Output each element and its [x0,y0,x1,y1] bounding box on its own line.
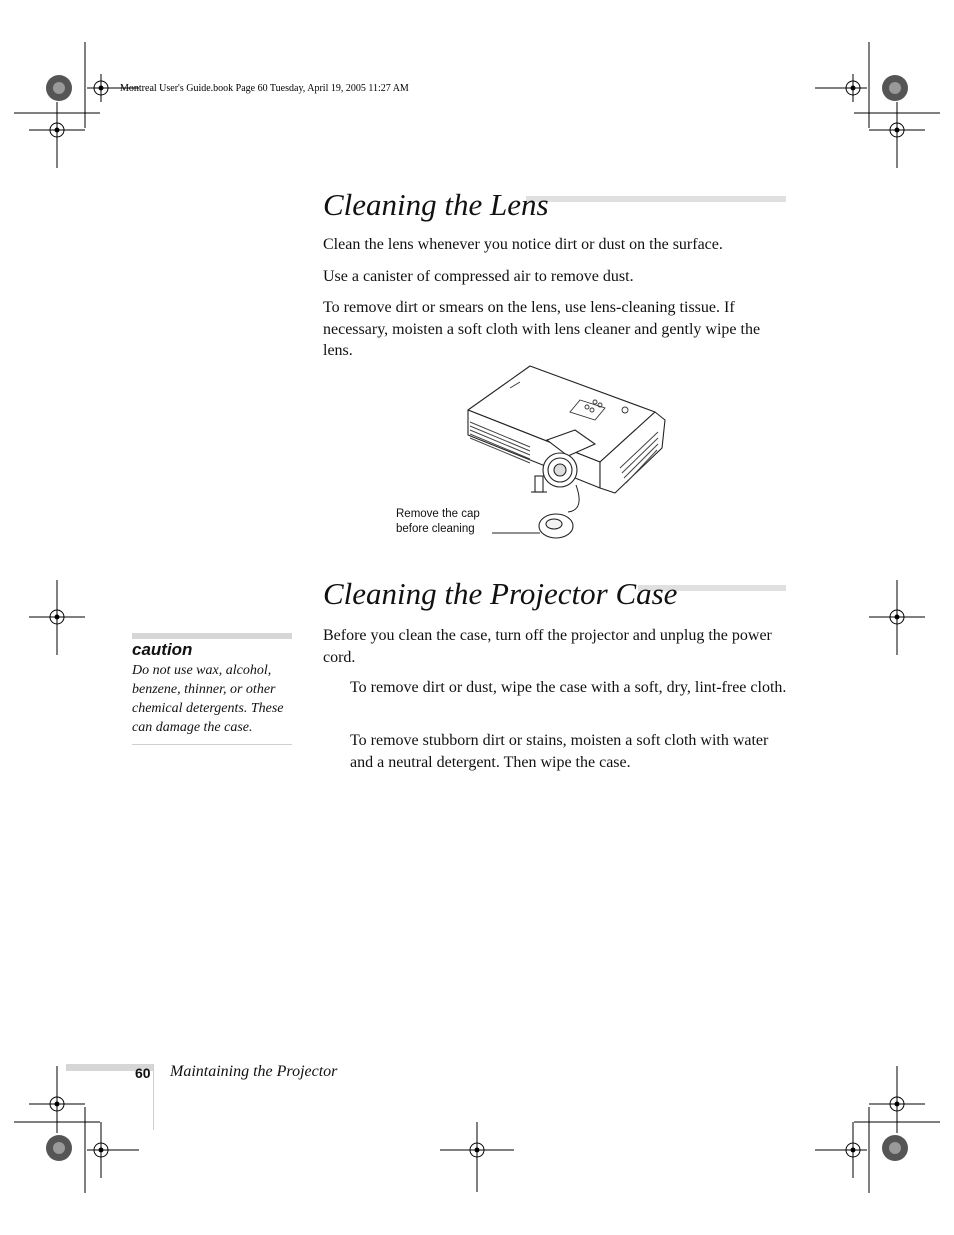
crosshair-left-lower [29,1066,85,1133]
heading-rule [526,196,786,202]
section-title-lens: Cleaning the Lens [323,187,549,222]
figure-caption [396,507,480,537]
case-paragraph-1: Before you clean the case, turn off the projector and unplug the power cord. [323,627,772,666]
case-paragraph-3: To remove stubborn dirt or stains, moisten a soft cloth with water and a neutral detergent. Then wipe the case. [350,732,769,771]
lens-paragraph-2: Use a canister of compressed air to remove dust. [323,268,634,285]
projector-illustration [450,360,680,545]
chapter-title: Maintaining the Projector [170,1063,338,1080]
caution-bottom-rule [132,744,292,745]
lens-paragraph-1: Clean the lens whenever you notice dirt or dust on the surface. [323,236,723,253]
case-paragraph-2: To remove dirt or dust, wipe the case with a soft, dry, lint-free cloth. [350,679,787,696]
caution-top-rule [132,633,292,639]
section-title-case: Cleaning the Projector Case [323,576,678,611]
lens-paragraph-3: To remove dirt or smears on the lens, use lens-cleaning tissue. If necessary, moisten a soft cloth with lens cleaner and gently wipe the lens. [323,299,761,359]
footer-vertical-rule [153,1064,154,1130]
figure-caption-line-2: before cleaning [396,523,475,535]
crosshair-bottom-center [440,1122,514,1192]
crosshair-left-upper [29,102,85,168]
crosshair-right-lower [869,1066,925,1133]
figure-caption-line-1: Remove the cap [396,508,480,520]
crosshair-bottom-left [87,1122,139,1178]
crosshair-right-upper [869,102,925,168]
book-info-header: Montreal User's Guide.book Page 60 Tuesday, April 19, 2005 11:27 AM [120,83,409,94]
crosshair-bottom-right [815,1122,867,1178]
caution-title: caution [132,640,193,659]
crosshair-top-right [815,74,867,102]
caution-text: Do not use wax, alcohol, benzene, thinner, or other chemical detergents. These can damage the case. [132,663,284,735]
page-number: 60 [135,1065,151,1081]
